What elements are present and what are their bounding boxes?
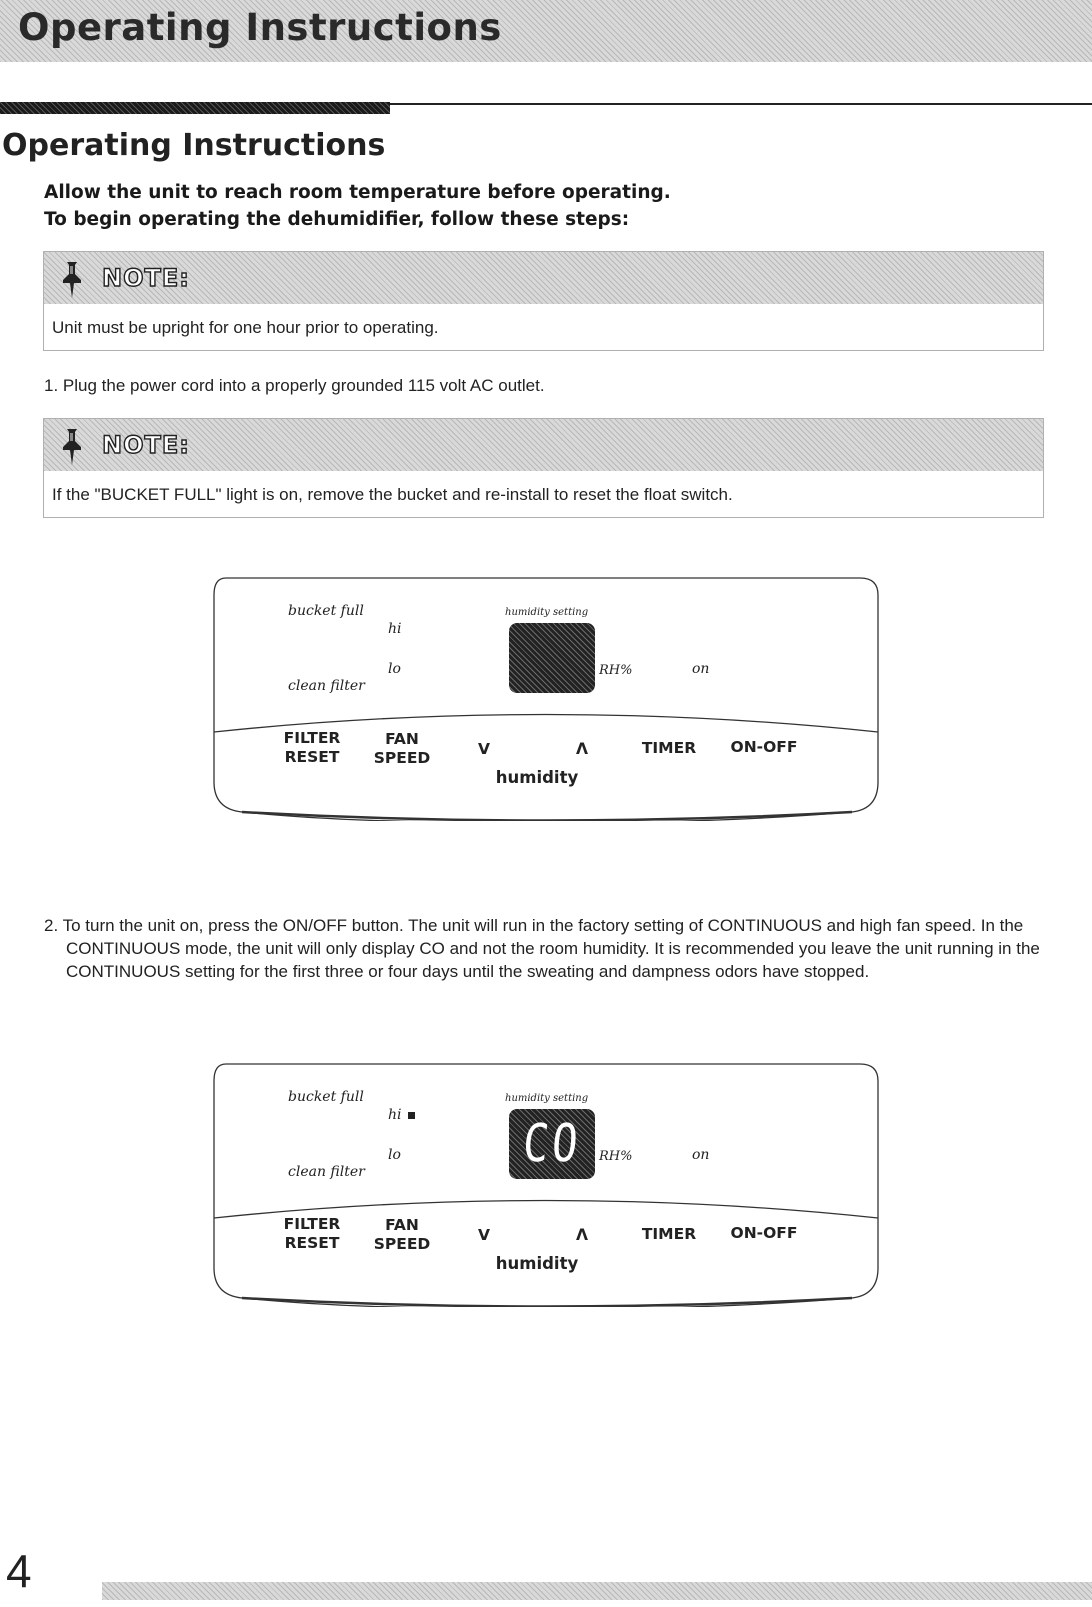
rh-percent-label: RH%	[599, 1149, 633, 1164]
humidity-down-button[interactable]: V	[478, 1226, 490, 1244]
note-header	[44, 419, 1043, 471]
timer-button[interactable]: TIMER	[641, 1225, 697, 1243]
section-title: Operating Instructions	[2, 128, 386, 163]
filter-reset-line-1: FILTER	[283, 729, 341, 747]
top-banner	[0, 0, 1092, 62]
rh-percent-label: RH%	[599, 663, 633, 678]
on-off-button[interactable]: ON-OFF	[730, 1224, 798, 1242]
step-2-text: 2. To turn the unit on, press the ON/OFF button. The unit will run in the factory setting of CONTINUOUS and high fan speed. In the CONTINUOUS mode, the unit will only display CO and not the room humidity. It is recommended you leave the unit running in the CONTINUOUS setting for the first three or four days until the sweating and dampness odors have stopped.	[44, 916, 1040, 981]
hi-indicator-dot	[408, 1112, 415, 1119]
pushpin-icon	[58, 260, 86, 300]
filter-reset-line-2: RESET	[284, 1234, 340, 1252]
fan-speed-line-1: FAN	[385, 730, 419, 748]
humidity-setting-label: humidity setting	[505, 607, 589, 618]
fan-speed-line-2: SPEED	[373, 749, 431, 767]
control-panel-diagram-1	[212, 577, 880, 821]
on-off-button[interactable]: ON-OFF	[730, 738, 798, 756]
intro-line-1: Allow the unit to reach room temperature before operating.	[44, 182, 671, 203]
on-indicator-label: on	[692, 661, 710, 677]
note-label: NOTE:	[102, 264, 190, 292]
note-header	[44, 252, 1043, 304]
hi-label-row	[388, 1107, 415, 1123]
timer-button[interactable]: TIMER	[641, 739, 697, 757]
section-rule-thick	[0, 102, 390, 114]
clean-filter-label: clean filter	[288, 1164, 365, 1180]
humidity-display	[509, 623, 595, 693]
humidity-up-button[interactable]: Λ	[576, 740, 588, 758]
fan-speed-button[interactable]	[372, 730, 432, 768]
note-text: Unit must be upright for one hour prior to operating.	[52, 318, 439, 337]
humidity-down-button[interactable]: V	[478, 740, 490, 758]
hi-label: hi	[388, 1107, 402, 1123]
filter-reset-line-1: FILTER	[283, 1215, 341, 1233]
banner-title: Operating Instructions	[18, 6, 502, 49]
lo-label: lo	[388, 661, 401, 677]
humidity-up-button[interactable]: Λ	[576, 1226, 588, 1244]
page-number: 4	[6, 1545, 32, 1597]
clean-filter-label: clean filter	[288, 678, 365, 694]
intro-line-2: To begin operating the dehumidifier, follow these steps:	[44, 209, 630, 230]
hi-label: hi	[388, 621, 402, 637]
humidity-label: humidity	[495, 768, 579, 787]
bucket-full-label: bucket full	[288, 1089, 364, 1105]
humidity-setting-label: humidity setting	[505, 1093, 589, 1104]
filter-reset-line-2: RESET	[284, 748, 340, 766]
lo-label: lo	[388, 1147, 401, 1163]
note-box-1	[43, 251, 1044, 351]
fan-speed-line-2: SPEED	[373, 1235, 431, 1253]
note-box-2	[43, 418, 1044, 518]
filter-reset-button[interactable]	[280, 1215, 344, 1253]
note-text: If the "BUCKET FULL" light is on, remove the bucket and re-install to reset the float switch.	[52, 485, 733, 504]
humidity-label: humidity	[495, 1254, 579, 1273]
control-panel-diagram-2	[212, 1063, 880, 1307]
on-indicator-label: on	[692, 1147, 710, 1163]
section-rule-thin	[390, 103, 1092, 105]
fan-speed-button[interactable]	[372, 1216, 432, 1254]
display-readout: CO	[520, 1114, 584, 1174]
step-1-text: 1. Plug the power cord into a properly grounded 115 volt AC outlet.	[44, 376, 545, 395]
note-label: NOTE:	[102, 431, 190, 459]
pushpin-icon	[58, 427, 86, 467]
filter-reset-button[interactable]	[280, 729, 344, 767]
humidity-display	[509, 1109, 595, 1179]
fan-speed-line-1: FAN	[385, 1216, 419, 1234]
bucket-full-label: bucket full	[288, 603, 364, 619]
footer-bar	[102, 1582, 1092, 1600]
